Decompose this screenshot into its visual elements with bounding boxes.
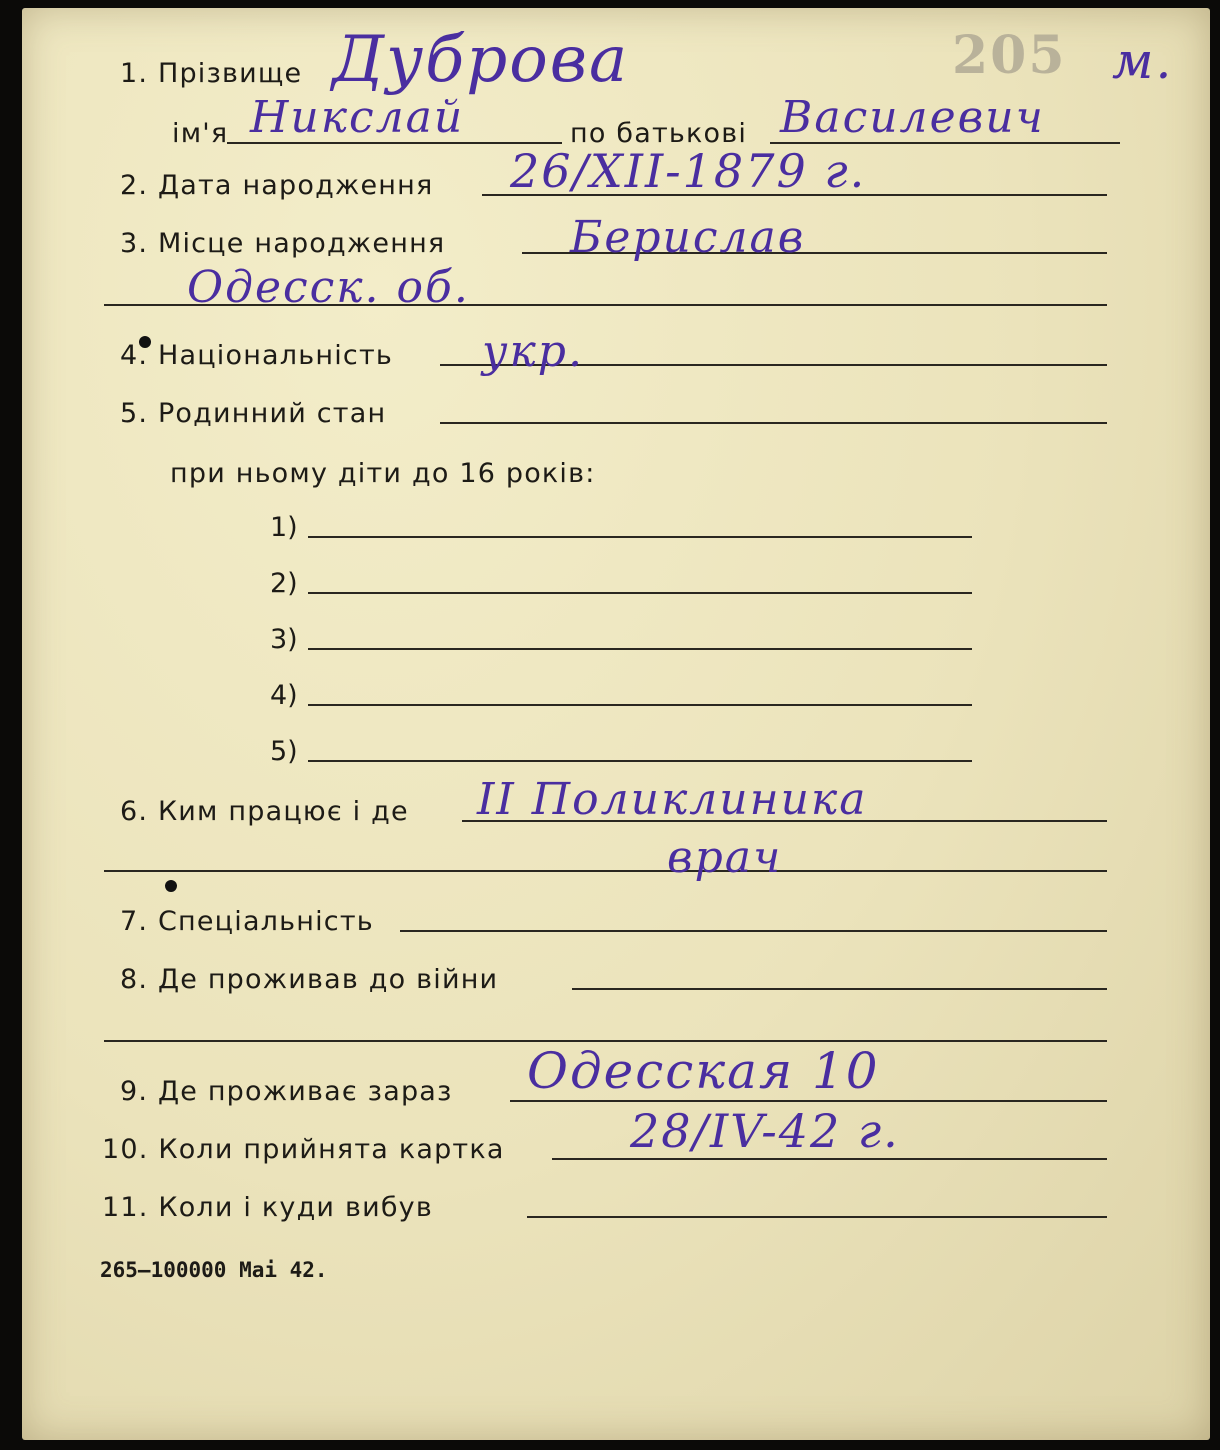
child-1-line (308, 536, 972, 538)
child-5-number: 5) (270, 736, 298, 767)
child-5-line (308, 760, 972, 762)
child-4-line (308, 704, 972, 706)
family-status-line (440, 422, 1107, 424)
punch-hole (165, 880, 177, 892)
current-residence-line (510, 1100, 1107, 1102)
child-3-line (308, 648, 972, 650)
nationality-label: 4. Національність (120, 340, 393, 371)
departed-label: 11. Коли і куди вибув (102, 1192, 433, 1223)
corner-number: 205 (952, 25, 1067, 86)
surname-value: Дуброва (332, 23, 630, 97)
departed-line (527, 1216, 1107, 1218)
birth-place-value-2: Одесск. об. (187, 262, 470, 313)
first-name-label: ім'я (172, 118, 229, 149)
current-residence-value: Одесская 10 (527, 1042, 880, 1100)
surname-label: 1. Прізвище (120, 58, 303, 89)
child-2-line (308, 592, 972, 594)
corner-gender: м. (1112, 32, 1174, 90)
work-value-1: II Поликлиника (477, 774, 868, 825)
speciality-line (400, 930, 1107, 932)
child-3-number: 3) (270, 624, 298, 655)
birth-date-value: 26/XII-1879 г. (510, 144, 867, 198)
children-label: при ньому діти до 16 років: (170, 458, 596, 489)
work-line-2 (104, 870, 1107, 872)
work-value-2: врач (667, 832, 783, 883)
prewar-residence-line (572, 988, 1107, 990)
child-2-number: 2) (270, 568, 298, 599)
registration-card (22, 8, 1210, 1440)
card-accepted-line (552, 1158, 1107, 1160)
patronymic-label: по батькові (570, 118, 748, 149)
birth-date-label: 2. Дата народження (120, 170, 434, 201)
birth-place-label: 3. Місце народження (120, 228, 446, 259)
birth-place-value-1: Берислав (570, 212, 806, 263)
patronymic-value: Василевич (780, 92, 1045, 143)
child-1-number: 1) (270, 512, 298, 543)
prewar-residence-label: 8. Де проживав до війни (120, 964, 499, 995)
nationality-value: укр. (482, 326, 584, 377)
print-code: 265—100000 Mai 42. (100, 1258, 328, 1282)
work-label: 6. Ким працює і де (120, 796, 409, 827)
family-status-label: 5. Родинний стан (120, 398, 387, 429)
current-residence-label: 9. Де проживає зараз (120, 1076, 453, 1107)
child-4-number: 4) (270, 680, 298, 711)
speciality-label: 7. Спеціальність (120, 906, 374, 937)
first-name-value: Никслай (250, 92, 465, 143)
card-accepted-label: 10. Коли прийнята картка (102, 1134, 505, 1165)
card-accepted-value: 28/IV-42 г. (630, 1104, 900, 1158)
